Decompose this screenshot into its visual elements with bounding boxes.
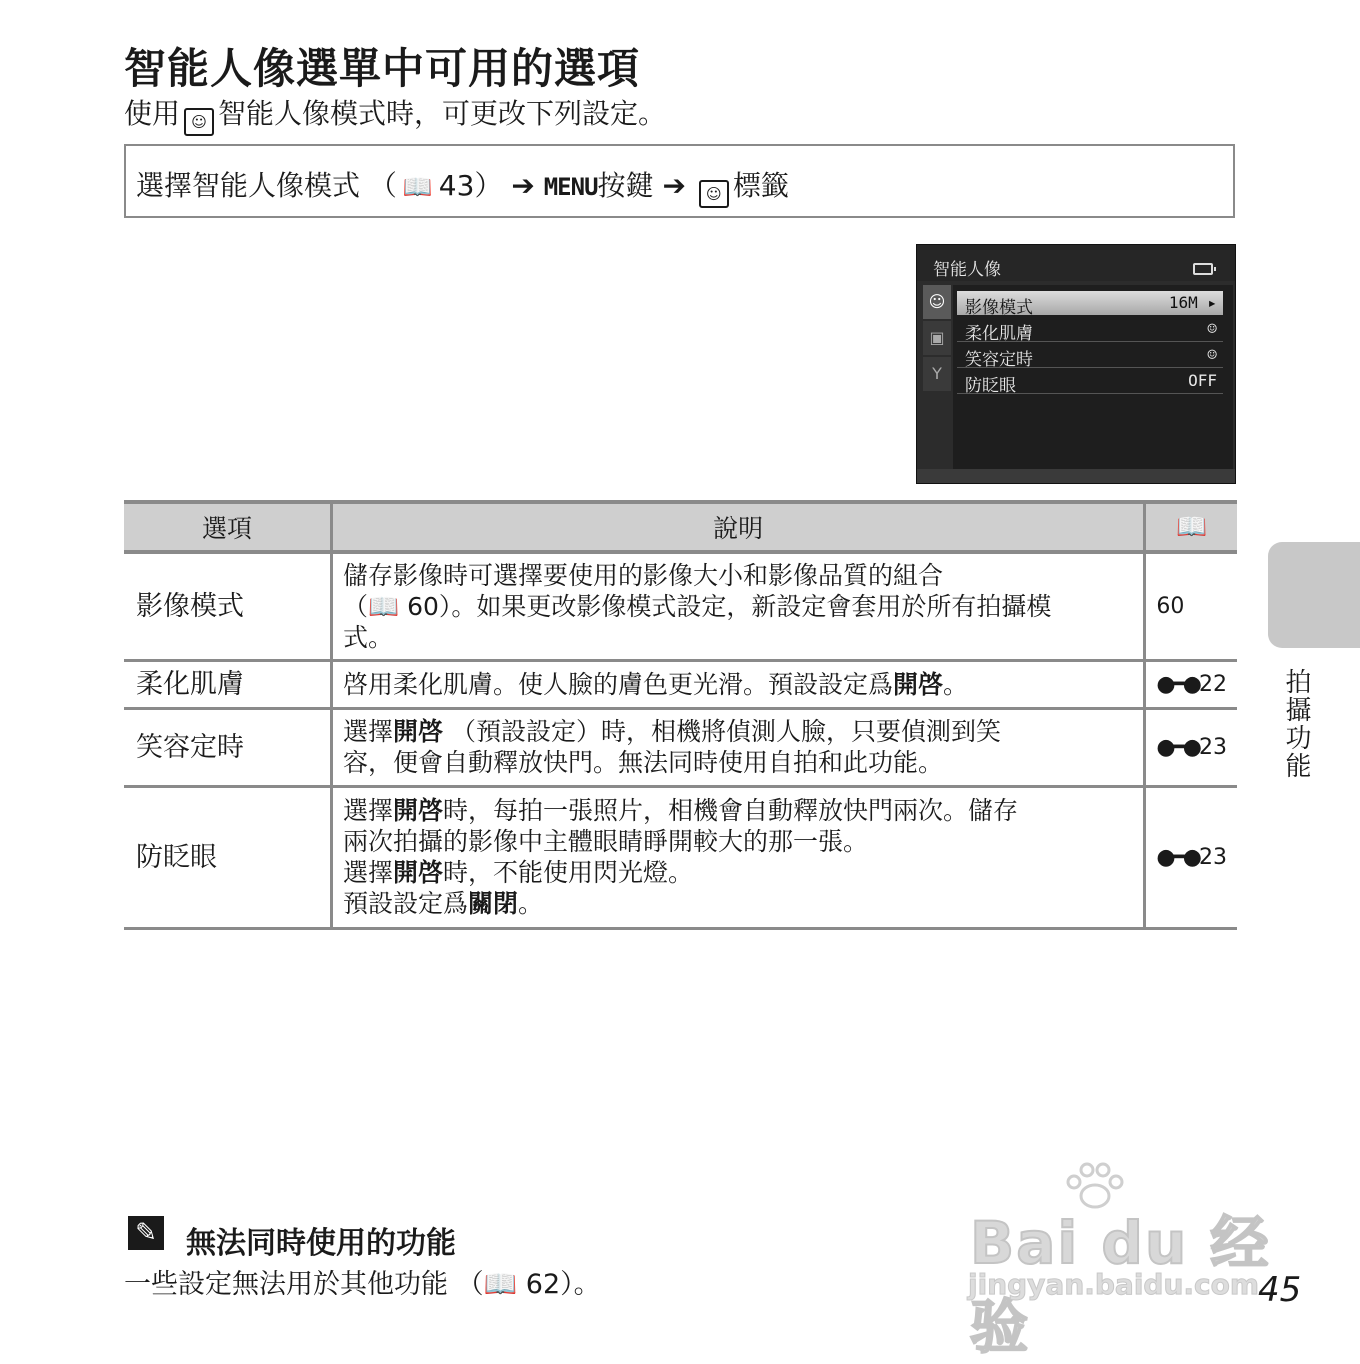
- camera-menu-footer: [917, 469, 1235, 483]
- page-reference: [1145, 708, 1237, 786]
- options-table: [124, 500, 1237, 930]
- skin-softening-icon: ☺: [1207, 319, 1217, 338]
- watermark-url: jingyan.baidu.com: [968, 1268, 1260, 1301]
- movie-tab-icon[interactable]: ▣: [923, 321, 951, 355]
- subtitle-prefix: 使用: [124, 97, 181, 130]
- smart-portrait-tab-icon[interactable]: ☺: [923, 285, 951, 319]
- baidu-watermark: [960, 1160, 1280, 1361]
- option-name: 笑容定時: [124, 708, 332, 786]
- page-reference: [1145, 660, 1237, 708]
- column-header-description: 說明: [332, 502, 1145, 552]
- path-step1: 選擇智能人像模式 （: [136, 169, 397, 202]
- page-number: 45: [1258, 1270, 1302, 1310]
- reference-section-icon: ●━●: [1156, 671, 1199, 697]
- option-name: 影像模式: [124, 552, 332, 660]
- chapter-tab: [1268, 542, 1360, 648]
- camera-menu-item[interactable]: [957, 369, 1223, 394]
- page-subtitle: [124, 92, 666, 136]
- table-row: [124, 660, 1237, 708]
- camera-item-label: 影像模式: [965, 298, 1033, 318]
- option-name: 防眨眼: [124, 786, 332, 928]
- camera-item-label: 柔化肌膚: [965, 324, 1033, 344]
- battery-icon: [1193, 263, 1213, 275]
- page-reference: 60: [1145, 552, 1237, 660]
- smart-portrait-icon: ☺: [184, 108, 214, 136]
- table-row: [124, 552, 1237, 660]
- smile-timer-icon: ☺: [1207, 345, 1217, 364]
- page-reference-number: 23: [1199, 844, 1227, 870]
- menu-button-label: MENU: [543, 173, 598, 201]
- pencil-note-icon: ✎: [128, 1216, 164, 1250]
- chapter-label: 拍攝功能: [1281, 668, 1311, 780]
- camera-menu-item[interactable]: [957, 291, 1223, 318]
- reference-section-icon: ●━●: [1156, 734, 1199, 760]
- camera-item-label: 笑容定時: [965, 350, 1033, 370]
- camera-menu-screen: [916, 244, 1236, 484]
- camera-menu-title: 智能人像: [933, 260, 1001, 280]
- path-ref: 43: [438, 169, 475, 202]
- option-description: 儲存影像時可選擇要使用的影像大小和影像品質的組合 （📖 60）。如果更改影像模式設定，新設定會套用於所有拍攝模 式。: [332, 552, 1145, 660]
- column-header-option: 選項: [124, 502, 332, 552]
- camera-menu-list: [953, 285, 1233, 471]
- column-header-reference: 📖: [1145, 502, 1237, 552]
- camera-menu-item[interactable]: [957, 317, 1223, 342]
- table-row: [124, 708, 1237, 786]
- book-icon: 📖: [402, 173, 433, 201]
- camera-item-label: 防眨眼: [965, 376, 1016, 396]
- page-reference-number: 22: [1199, 671, 1227, 697]
- option-description: 選擇開啓 （預設設定）時，相機將偵測人臉，只要偵測到笑 容，便會自動釋放快門。無法同時使用自拍和此功能。: [332, 708, 1145, 786]
- option-description: 啓用柔化肌膚。使人臉的膚色更光滑。預設設定爲開啓。: [332, 660, 1145, 708]
- reference-section-icon: ●━●: [1156, 844, 1199, 870]
- note-body: 一些設定無法用於其他功能 （📖 62）。: [124, 1269, 601, 1300]
- image-size-icon: 16M ▸: [1168, 293, 1217, 312]
- note-title: 無法同時使用的功能: [186, 1226, 456, 1261]
- camera-item-value: OFF: [1188, 371, 1217, 390]
- menu-path-box: [124, 144, 1235, 218]
- subtitle-suffix: 智能人像模式時，可更改下列設定。: [218, 97, 667, 130]
- arrow-icon: ➔: [662, 169, 686, 202]
- camera-menu-header: [917, 245, 1235, 281]
- table-row: [124, 786, 1237, 928]
- page-reference-number: 23: [1199, 734, 1227, 760]
- watermark-logo: Bai du 经验: [970, 1209, 1271, 1361]
- page-title: 智能人像選單中可用的選項: [124, 44, 641, 93]
- arrow-icon: ➔: [511, 169, 535, 202]
- camera-menu-item[interactable]: [957, 343, 1223, 368]
- smart-portrait-icon: ☺: [699, 180, 729, 208]
- page-reference: [1145, 786, 1237, 928]
- setup-wrench-tab-icon[interactable]: Y: [923, 357, 951, 391]
- path-close: ）: [474, 169, 503, 202]
- option-name: 柔化肌膚: [124, 660, 332, 708]
- option-description: 選擇開啓時，每拍一張照片，相機會自動釋放快門兩次。儲存 兩次拍攝的影像中主體眼睛睜開較大的那一張。 選擇開啓時，不能使用閃光燈。 預設設定爲關閉。: [332, 786, 1145, 928]
- path-step2: 按鍵: [597, 169, 654, 202]
- path-step3: 標籤: [732, 169, 789, 202]
- table-header-row: [124, 502, 1237, 552]
- camera-menu-tabs: [923, 285, 953, 393]
